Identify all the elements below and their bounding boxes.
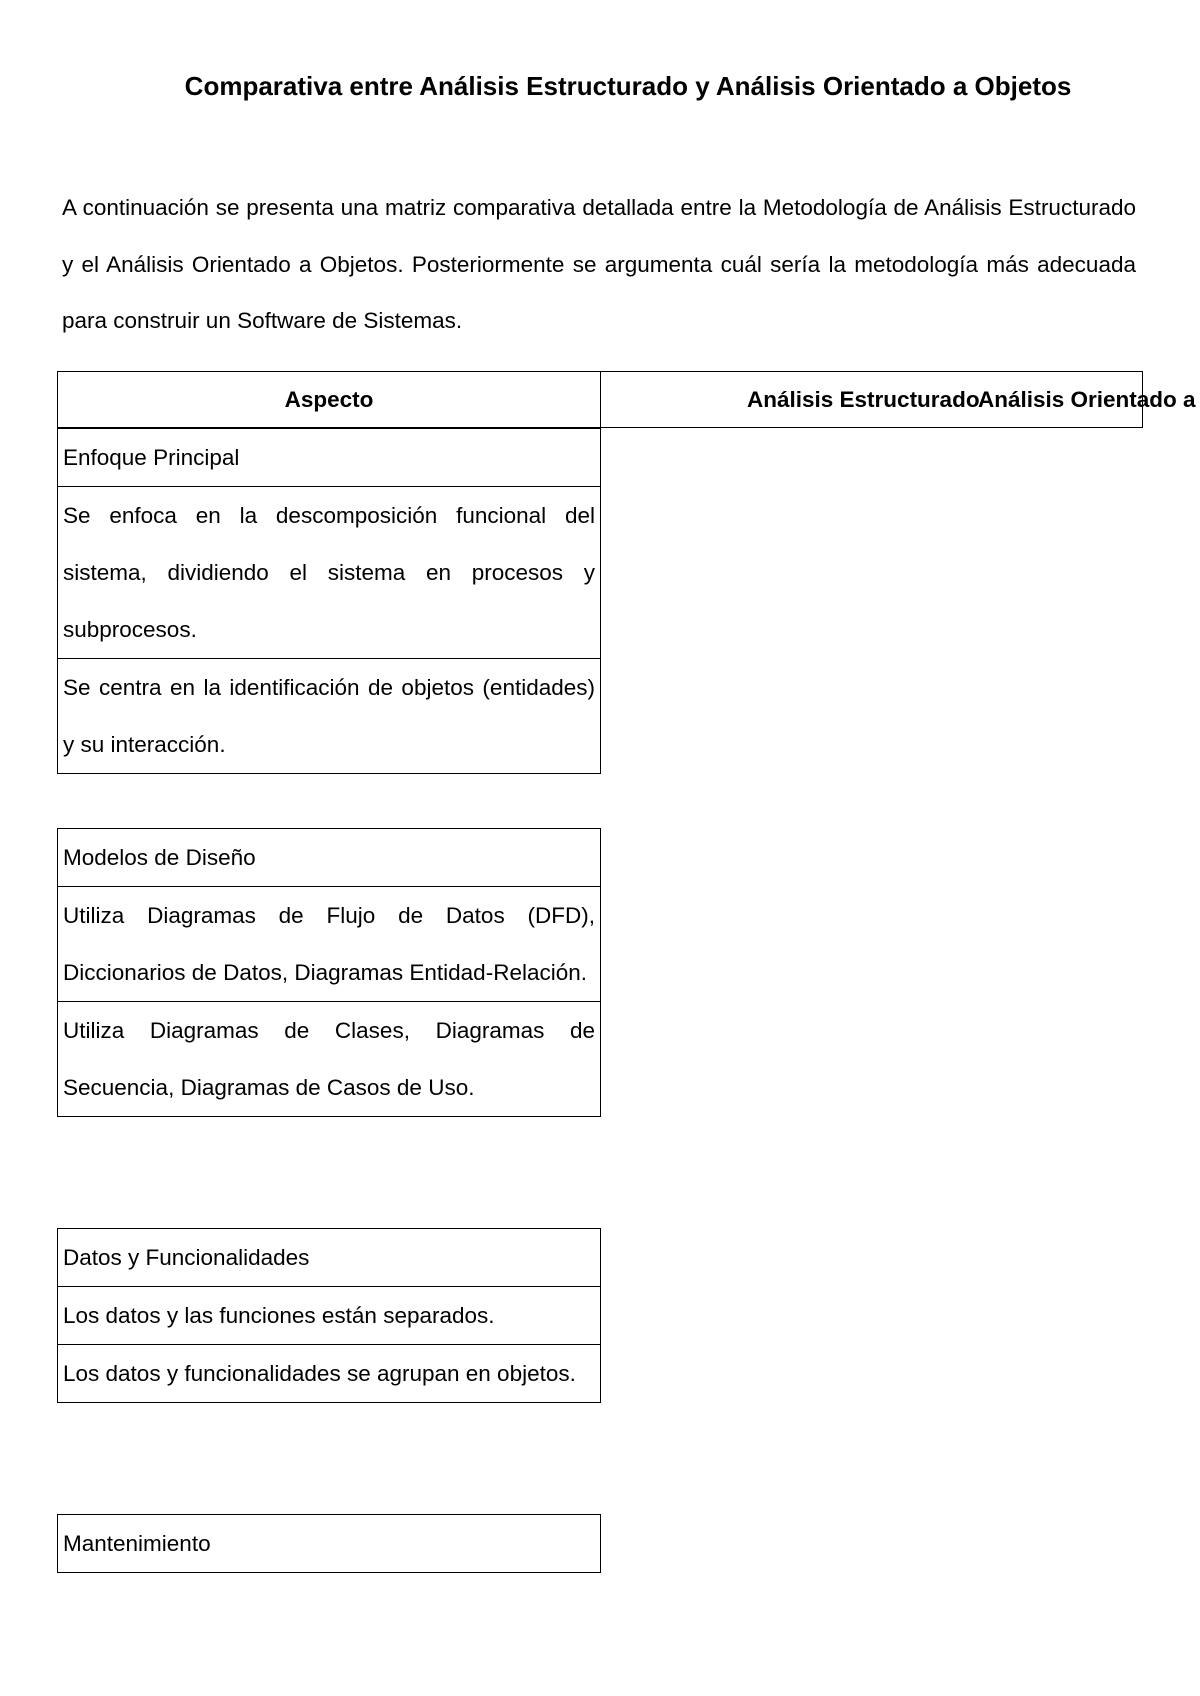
estructurado-cell: Se enfoca en la descomposición funcional del sistema, dividiendo el sistema en procesos y subprocesos. bbox=[58, 486, 600, 658]
header-analisis-estructurado: Análisis Estructurado bbox=[747, 387, 980, 412]
orientado-cell: Se centra en la identificación de objetos (entidades) y su interacción. bbox=[58, 658, 600, 773]
orientado-cell: Los datos y funcionalidades se agrupan en objetos. bbox=[58, 1344, 600, 1402]
table-row-datos bbox=[57, 1228, 601, 1403]
comparison-table-header bbox=[57, 371, 1196, 428]
aspect-cell: Mantenimiento bbox=[63, 1531, 211, 1556]
aspect-cell: Modelos de Diseño bbox=[63, 845, 256, 870]
header-aspecto: Aspecto bbox=[284, 387, 374, 412]
table-row-mantenimiento bbox=[57, 1514, 601, 1573]
page-title: Comparativa entre Análisis Estructurado y Análisis Orientado a Objetos bbox=[184, 71, 1072, 101]
intro-paragraph: A continuación se presenta una matriz comparativa detallada entre la Metodología de Análisis Estructurado y el Análisis Orientado a Objetos. Posteriormente se argumenta cuál sería la metodología más adecuada para construir un Software de Sistemas. bbox=[62, 195, 1136, 333]
aspect-cell: Enfoque Principal bbox=[63, 445, 240, 470]
header-column-divider bbox=[600, 372, 601, 427]
table-row-modelos bbox=[57, 828, 601, 1117]
estructurado-cell: Los datos y las funciones están separados. bbox=[58, 1286, 600, 1344]
header-analisis-orientado: Análisis Orientado a bbox=[978, 387, 1196, 412]
orientado-cell: Utiliza Diagramas de Clases, Diagramas de Secuencia, Diagramas de Casos de Uso. bbox=[58, 1001, 600, 1116]
aspect-cell: Datos y Funcionalidades bbox=[63, 1245, 310, 1270]
estructurado-cell: Utiliza Diagramas de Flujo de Datos (DFD), Diccionarios de Datos, Diagramas Entidad-Relación. bbox=[58, 886, 600, 1001]
table-row-enfoque bbox=[57, 428, 601, 774]
